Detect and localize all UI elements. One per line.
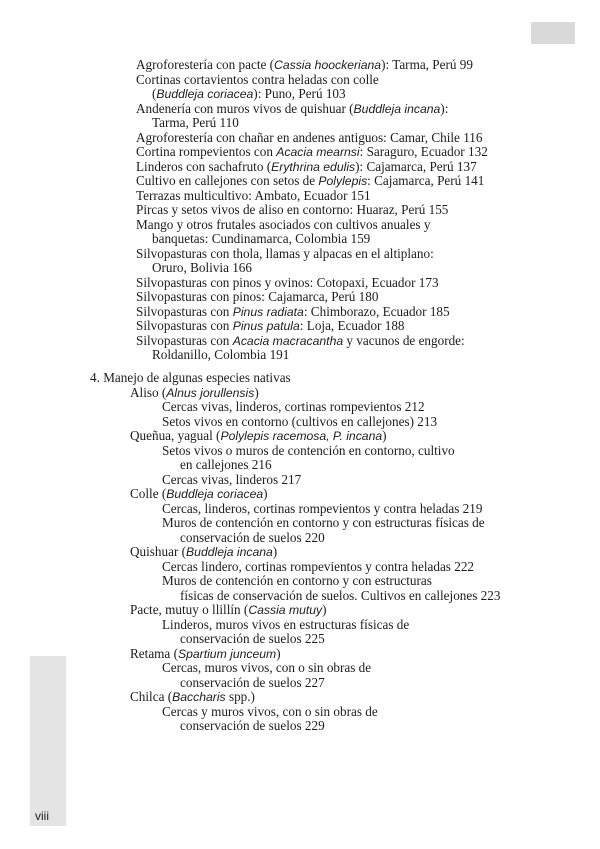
toc-entry: Setos vivos o muros de contención en contorno, cultivo xyxy=(162,442,455,458)
species-heading: Colle (Buddleja coriacea) xyxy=(130,486,268,501)
toc-entry: Silvopasturas con pinos: Cajamarca, Perú 180 xyxy=(136,289,379,304)
toc-entry-continuation: (Buddleja coriacea): Puno, Perú 103 xyxy=(152,86,346,101)
toc-entry-continuation: Oruro, Bolivia 166 xyxy=(152,260,252,275)
toc-entry: Cercas, muros vivos, con o sin obras de xyxy=(162,660,372,675)
toc-entry: Cortina rompevientos con Acacia mearnsi: Saraguro, Ecuador 132 xyxy=(136,144,488,159)
toc-entry: Terrazas multicultivo: Ambato, Ecuador 151 xyxy=(136,187,371,203)
toc-entry: Silvopasturas con Pinus radiata: Chimborazo, Ecuador 185 xyxy=(136,303,450,319)
species-heading: Aliso (Alnus jorullensis) xyxy=(130,384,259,400)
toc-entry: Silvopasturas con thola, llamas y alpacas en el altiplano: xyxy=(136,245,434,261)
toc-entry: Cultivo en callejones con setos de Polylepis: Cajamarca, Perú 141 xyxy=(136,173,485,188)
toc-entry-continuation: en callejones 216 xyxy=(180,457,272,472)
toc-entry: Mango y otros frutales asociados con cultivos anuales y xyxy=(136,216,431,232)
toc-entry-continuation: conservación de suelos 220 xyxy=(180,529,325,545)
toc-entry: Agroforestería con chañar en andenes antiguos: Camar, Chile 116 xyxy=(136,129,483,145)
toc-entry-continuation: banquetas: Cundinamarca, Colombia 159 xyxy=(152,231,371,246)
toc-entry: Cercas lindero, cortinas rompevientos y contra heladas 222 xyxy=(162,558,475,574)
toc-entry: Cercas vivas, linderos 217 xyxy=(162,471,302,487)
page-edge-tab xyxy=(30,656,66,826)
species-heading: Chilca (Baccharis spp.) xyxy=(130,689,255,704)
toc-entry: Muros de contención en contorno y con estructuras xyxy=(162,573,432,588)
toc-entry: Silvopasturas con Acacia macracantha y vacunos de engorde: xyxy=(136,332,465,348)
toc-entry-continuation: conservación de suelos 227 xyxy=(180,674,325,690)
toc-entry: Linderos con sachafruto (Erythrina edulis): Cajamarca, Perú 137 xyxy=(136,158,477,174)
toc-entry: Cercas vivas, linderos, cortinas rompevientos 212 xyxy=(162,399,425,414)
page-corner-tab xyxy=(531,22,575,44)
page-number: viii xyxy=(35,809,49,823)
toc-entry: Cortinas cortavientos contra heladas con colle xyxy=(136,71,379,87)
toc-entry: Cercas, linderos, cortinas rompevientos y contra heladas 219 xyxy=(162,500,483,516)
toc-entry: Silvopasturas con Pinus patula: Loja, Ecuador 188 xyxy=(136,318,405,333)
toc-entry: Pircas y setos vivos de aliso en contorno: Huaraz, Perú 155 xyxy=(136,202,449,217)
toc-entry: Andenería con muros vivos de quishuar (Buddleja incana): xyxy=(136,100,449,116)
toc-entry-continuation: Tarma, Perú 110 xyxy=(152,115,239,130)
species-heading: Pacte, mutuy o llillín (Cassia mutuy) xyxy=(130,602,327,617)
species-heading: Queñua, yagual (Polylepis racemosa, P. incana) xyxy=(130,428,387,443)
toc-entry: Agroforestería con pacte (Cassia hoockeriana): Tarma, Perú 99 xyxy=(136,57,473,72)
toc-entry: Silvopasturas con pinos y ovinos: Cotopaxi, Ecuador 173 xyxy=(136,274,439,290)
species-heading: Retama (Spartium junceum) xyxy=(130,645,281,661)
section-heading: 4. Manejo de algunas especies nativas xyxy=(90,370,291,385)
toc-entry: Muros de contención en contorno y con estructuras físicas de xyxy=(162,515,485,530)
toc-entry-continuation: Roldanillo, Colombia 191 xyxy=(152,347,290,362)
toc-entry-continuation: conservación de suelos 225 xyxy=(180,631,325,646)
toc-entry: Linderos, muros vivos en estructuras físicas de xyxy=(162,616,410,632)
toc-entry-continuation: conservación de suelos 229 xyxy=(180,718,325,733)
toc-entry: Cercas y muros vivos, con o sin obras de xyxy=(162,703,378,719)
species-heading: Quishuar (Buddleja incana) xyxy=(130,544,278,559)
toc-entry-continuation: físicas de conservación de suelos. Cultivos en callejones 223 xyxy=(180,587,501,603)
toc-entry: Setos vivos en contorno (cultivos en callejones) 213 xyxy=(162,413,438,429)
